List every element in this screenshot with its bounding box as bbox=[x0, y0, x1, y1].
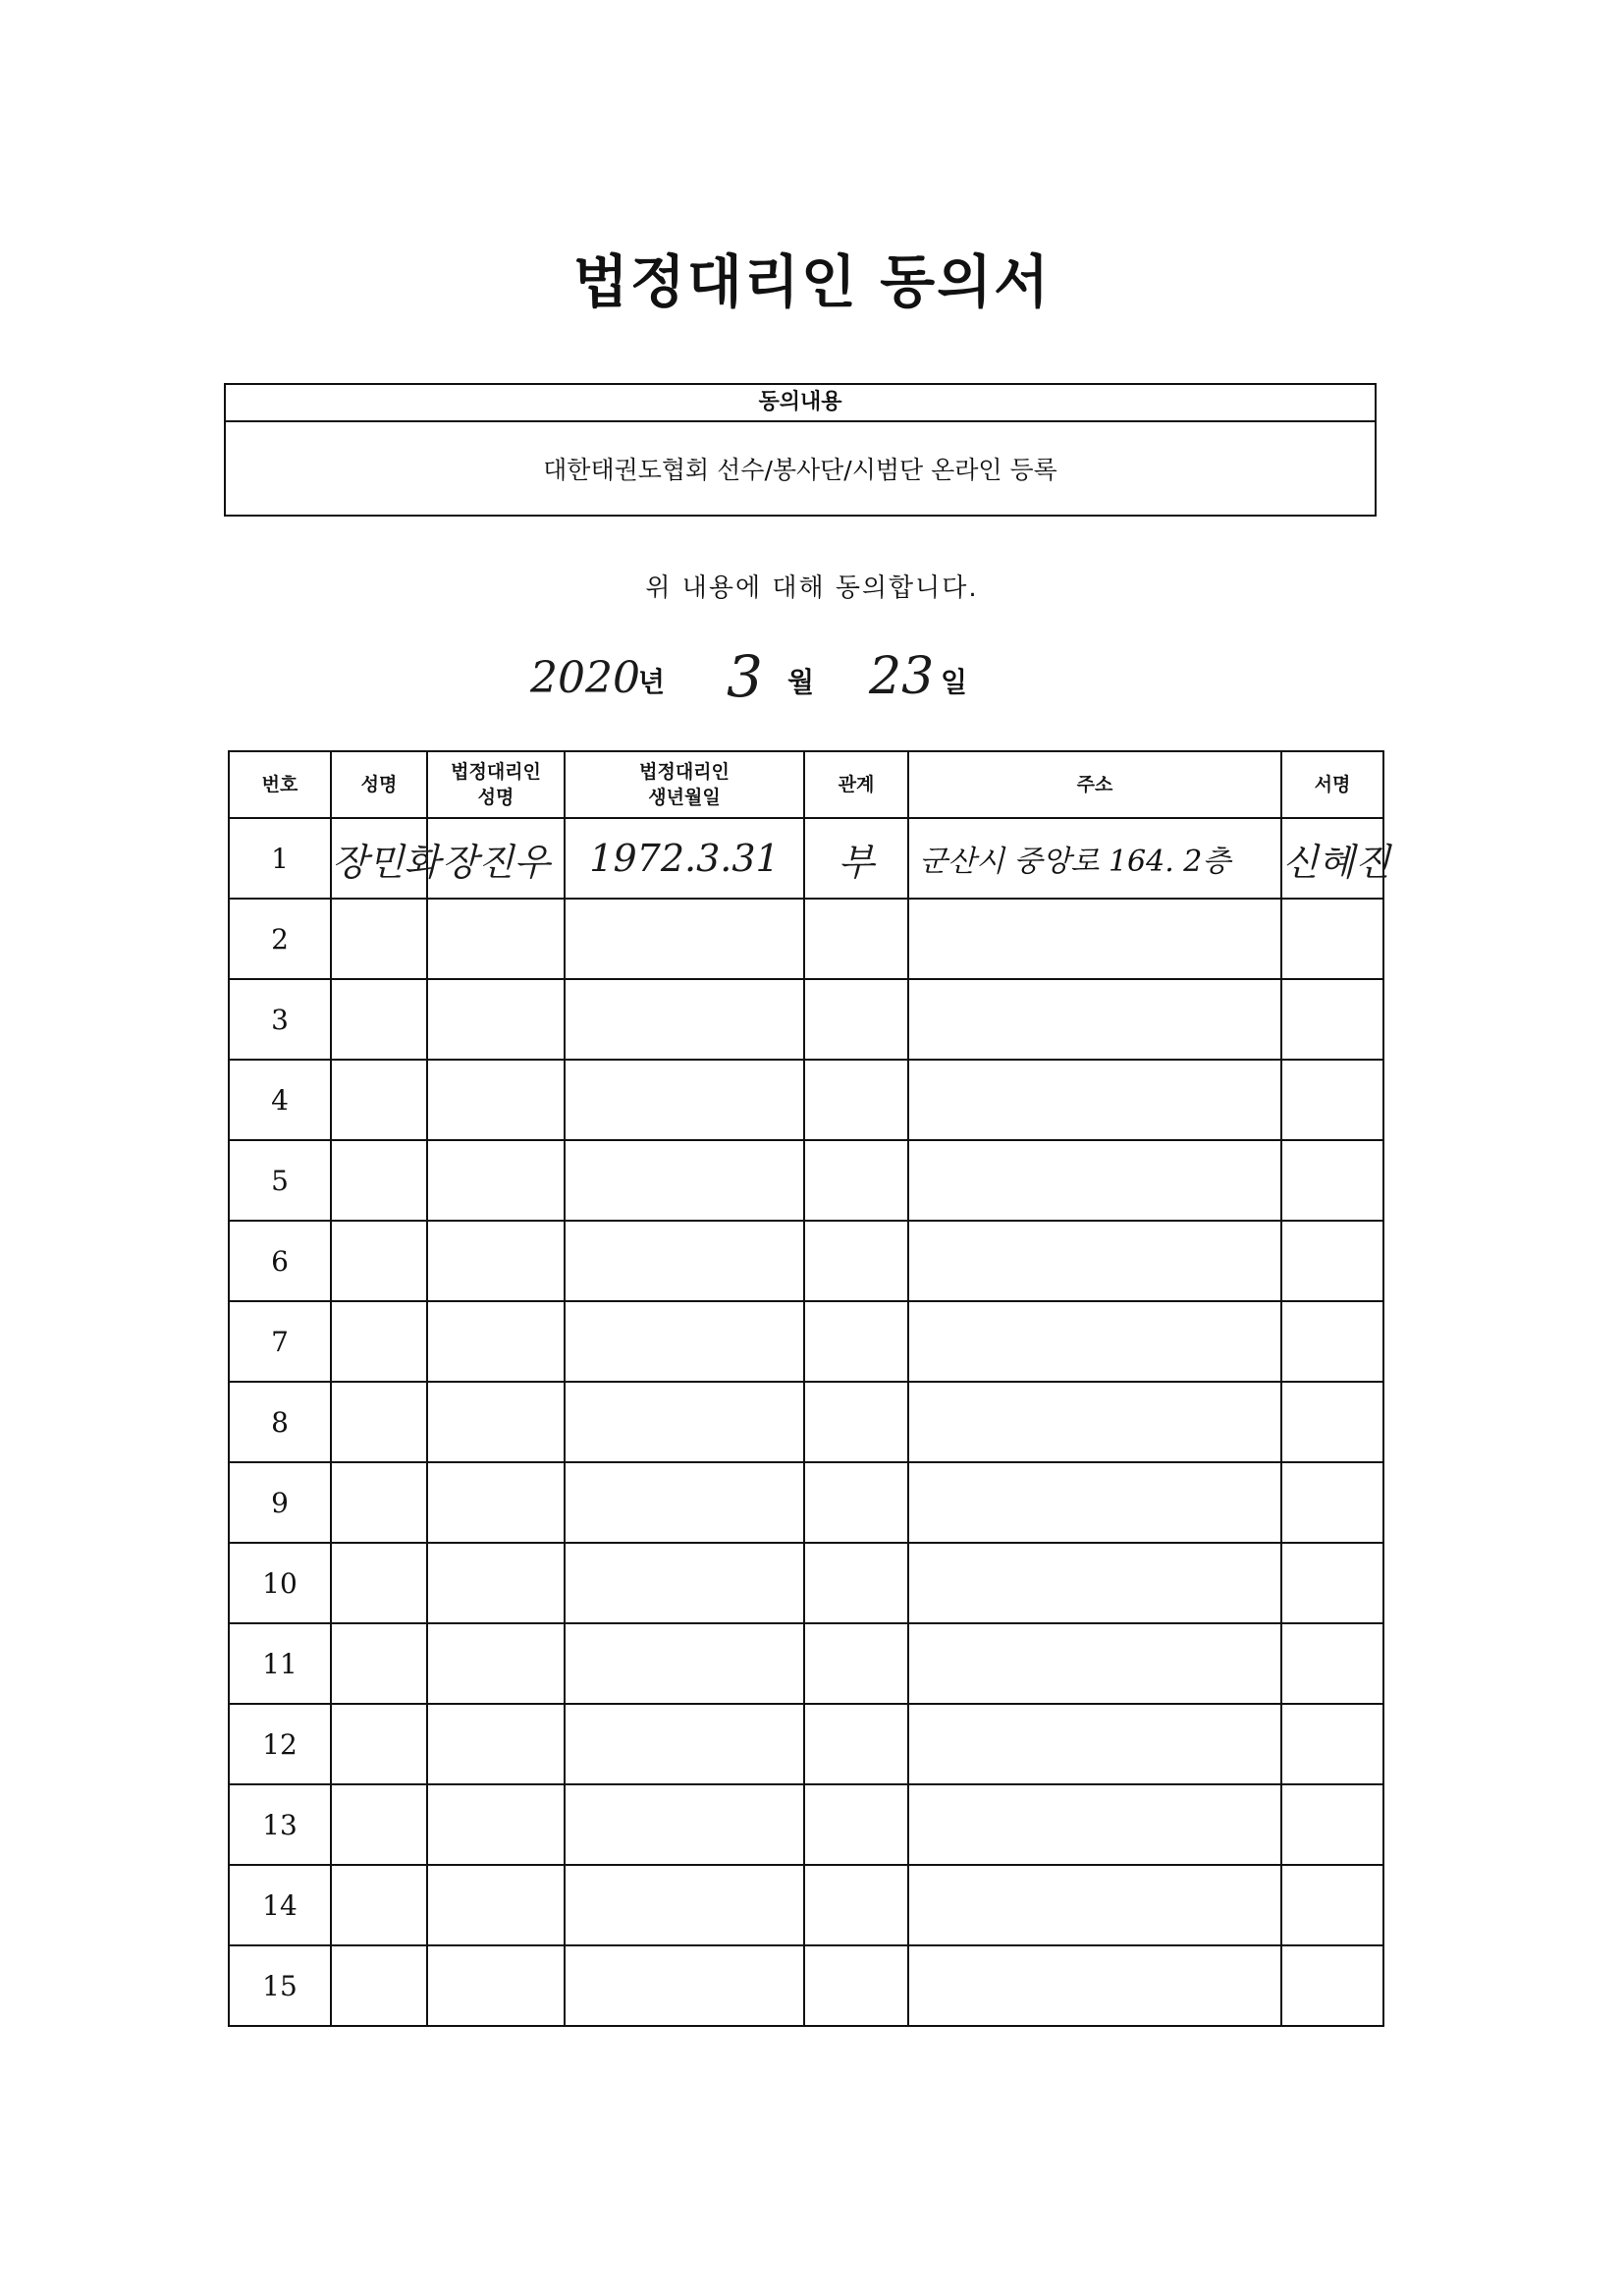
guardian-birthdate-cell bbox=[565, 1623, 804, 1704]
guardian-birthdate-cell bbox=[565, 1543, 804, 1623]
row-number-cell: 9 bbox=[229, 1462, 331, 1543]
guardian-name-cell bbox=[427, 1301, 565, 1382]
consent-content: 대한태권도협회 선수/봉사단/시범단 온라인 등록 bbox=[543, 456, 1057, 484]
header-name: 성명 bbox=[331, 751, 427, 818]
name-cell bbox=[331, 979, 427, 1060]
row-number-cell: 12 bbox=[229, 1704, 331, 1784]
address-cell bbox=[908, 1462, 1281, 1543]
signature-cell bbox=[1281, 899, 1383, 979]
relation-cell bbox=[804, 1623, 908, 1704]
address-cell bbox=[908, 1221, 1281, 1301]
signature-cell: 신혜진 bbox=[1281, 818, 1383, 899]
date-year: 2020 bbox=[530, 653, 640, 703]
guardian-name-cell bbox=[427, 1784, 565, 1865]
name-cell bbox=[331, 1543, 427, 1623]
row-number-cell: 11 bbox=[229, 1623, 331, 1704]
guardian-birthdate-cell bbox=[565, 1704, 804, 1784]
header-relation: 관계 bbox=[804, 751, 908, 818]
row-number-cell: 6 bbox=[229, 1221, 331, 1301]
guardian-birthdate-cell bbox=[565, 1301, 804, 1382]
date-month-unit: 월 bbox=[787, 666, 815, 698]
address-cell bbox=[908, 1060, 1281, 1140]
guardian-name-cell bbox=[427, 1543, 565, 1623]
signature-cell bbox=[1281, 1865, 1383, 1945]
guardian-name-cell bbox=[427, 1865, 565, 1945]
guardian-birthdate-cell bbox=[565, 979, 804, 1060]
name-cell bbox=[331, 1060, 427, 1140]
relation-cell bbox=[804, 1865, 908, 1945]
table-row bbox=[229, 1623, 1383, 1704]
address-cell bbox=[908, 979, 1281, 1060]
date-month: 3 bbox=[727, 643, 763, 710]
signature-cell bbox=[1281, 1140, 1383, 1221]
address-cell bbox=[908, 1623, 1281, 1704]
consent-box bbox=[224, 383, 1377, 517]
date-day-unit: 일 bbox=[941, 666, 968, 698]
row-number-cell: 13 bbox=[229, 1784, 331, 1865]
guardian-name-cell bbox=[427, 1704, 565, 1784]
name-cell bbox=[331, 1945, 427, 2026]
row-number-cell: 5 bbox=[229, 1140, 331, 1221]
guardian-name-cell bbox=[427, 1623, 565, 1704]
guardian-birthdate-cell bbox=[565, 1140, 804, 1221]
guardian-name-cell bbox=[427, 1060, 565, 1140]
relation-cell bbox=[804, 1704, 908, 1784]
guardian-name-cell bbox=[427, 1140, 565, 1221]
signature-cell bbox=[1281, 1382, 1383, 1462]
row-number-cell: 15 bbox=[229, 1945, 331, 2026]
name-cell bbox=[331, 1704, 427, 1784]
header-address: 주소 bbox=[908, 751, 1281, 818]
relation-cell bbox=[804, 1945, 908, 2026]
date-day: 23 bbox=[869, 647, 935, 706]
guardian-name-cell bbox=[427, 1382, 565, 1462]
guardian-birthdate-cell bbox=[565, 1865, 804, 1945]
guardian-birthdate-cell bbox=[565, 1784, 804, 1865]
address-cell bbox=[908, 1382, 1281, 1462]
guardian-birthdate-cell bbox=[565, 899, 804, 979]
table-row bbox=[229, 1462, 1383, 1543]
relation-cell bbox=[804, 1221, 908, 1301]
signature-cell bbox=[1281, 1060, 1383, 1140]
guardian-birthdate-cell bbox=[565, 1382, 804, 1462]
row-number-cell: 8 bbox=[229, 1382, 331, 1462]
address-cell bbox=[908, 1301, 1281, 1382]
name-cell: 장민화 bbox=[331, 818, 427, 899]
row-number-cell: 4 bbox=[229, 1060, 331, 1140]
name-cell bbox=[331, 1221, 427, 1301]
table-row bbox=[229, 1945, 1383, 2026]
address-cell bbox=[908, 1865, 1281, 1945]
guardian-birthdate-cell bbox=[565, 1462, 804, 1543]
date-line bbox=[530, 643, 1119, 712]
table-row bbox=[229, 1704, 1383, 1784]
name-cell bbox=[331, 1784, 427, 1865]
relation-cell bbox=[804, 1543, 908, 1623]
table-row bbox=[229, 1301, 1383, 1382]
signature-cell bbox=[1281, 1301, 1383, 1382]
name-cell bbox=[331, 1301, 427, 1382]
table-row bbox=[229, 1060, 1383, 1140]
guardian-name-cell bbox=[427, 979, 565, 1060]
relation-cell bbox=[804, 1140, 908, 1221]
signature-cell bbox=[1281, 1221, 1383, 1301]
name-cell bbox=[331, 1382, 427, 1462]
name-cell bbox=[331, 1865, 427, 1945]
address-cell bbox=[908, 1543, 1281, 1623]
relation-cell bbox=[804, 899, 908, 979]
name-cell bbox=[331, 1140, 427, 1221]
guardian-birthdate-cell: 1972.3.31 bbox=[565, 818, 804, 899]
table-row bbox=[229, 1221, 1383, 1301]
table-row bbox=[229, 1140, 1383, 1221]
header-number: 번호 bbox=[229, 751, 331, 818]
name-cell bbox=[331, 899, 427, 979]
name-cell bbox=[331, 1623, 427, 1704]
header-signature: 서명 bbox=[1281, 751, 1383, 818]
row-number-cell: 2 bbox=[229, 899, 331, 979]
name-cell bbox=[331, 1462, 427, 1543]
guardian-name-cell bbox=[427, 1462, 565, 1543]
row-number-cell: 7 bbox=[229, 1301, 331, 1382]
relation-cell bbox=[804, 1462, 908, 1543]
guardian-birthdate-cell bbox=[565, 1060, 804, 1140]
signature-cell bbox=[1281, 1945, 1383, 2026]
date-year-unit: 년 bbox=[638, 666, 666, 698]
address-cell bbox=[908, 899, 1281, 979]
relation-cell bbox=[804, 1382, 908, 1462]
signature-cell bbox=[1281, 979, 1383, 1060]
address-cell: 군산시 중앙로 164. 2층 bbox=[908, 818, 1281, 899]
guardian-roster-table bbox=[228, 750, 1391, 2027]
relation-cell bbox=[804, 1301, 908, 1382]
document-title: 법정대리인 동의서 bbox=[572, 248, 1052, 315]
guardian-name-cell: 장진우 bbox=[427, 818, 565, 899]
guardian-birthdate-cell bbox=[565, 1221, 804, 1301]
table-header-row bbox=[229, 751, 1383, 818]
row-number-cell: 14 bbox=[229, 1865, 331, 1945]
table-row bbox=[229, 979, 1383, 1060]
address-cell bbox=[908, 1784, 1281, 1865]
relation-cell: 부 bbox=[804, 818, 908, 899]
signature-cell bbox=[1281, 1784, 1383, 1865]
consent-heading: 동의내용 bbox=[226, 385, 1375, 422]
signature-cell bbox=[1281, 1543, 1383, 1623]
table-row bbox=[229, 1543, 1383, 1623]
relation-cell bbox=[804, 1784, 908, 1865]
table-row bbox=[229, 1865, 1383, 1945]
header-guardian-birthdate: 법정대리인 생년월일 bbox=[565, 751, 804, 818]
table-row bbox=[229, 818, 1383, 899]
table-row bbox=[229, 1382, 1383, 1462]
address-cell bbox=[908, 1704, 1281, 1784]
guardian-birthdate-cell bbox=[565, 1945, 804, 2026]
header-guardian-name: 법정대리인 성명 bbox=[427, 751, 565, 818]
table-row bbox=[229, 1784, 1383, 1865]
row-number-cell: 10 bbox=[229, 1543, 331, 1623]
relation-cell bbox=[804, 979, 908, 1060]
agreement-statement: 위 내용에 대해 동의합니다. bbox=[645, 574, 979, 603]
signature-cell bbox=[1281, 1704, 1383, 1784]
signature-cell bbox=[1281, 1623, 1383, 1704]
guardian-name-cell bbox=[427, 1945, 565, 2026]
address-cell bbox=[908, 1140, 1281, 1221]
row-number-cell: 1 bbox=[229, 818, 331, 899]
guardian-name-cell bbox=[427, 899, 565, 979]
guardian-name-cell bbox=[427, 1221, 565, 1301]
relation-cell bbox=[804, 1060, 908, 1140]
table-row bbox=[229, 899, 1383, 979]
row-number-cell: 3 bbox=[229, 979, 331, 1060]
signature-cell bbox=[1281, 1462, 1383, 1543]
address-cell bbox=[908, 1945, 1281, 2026]
